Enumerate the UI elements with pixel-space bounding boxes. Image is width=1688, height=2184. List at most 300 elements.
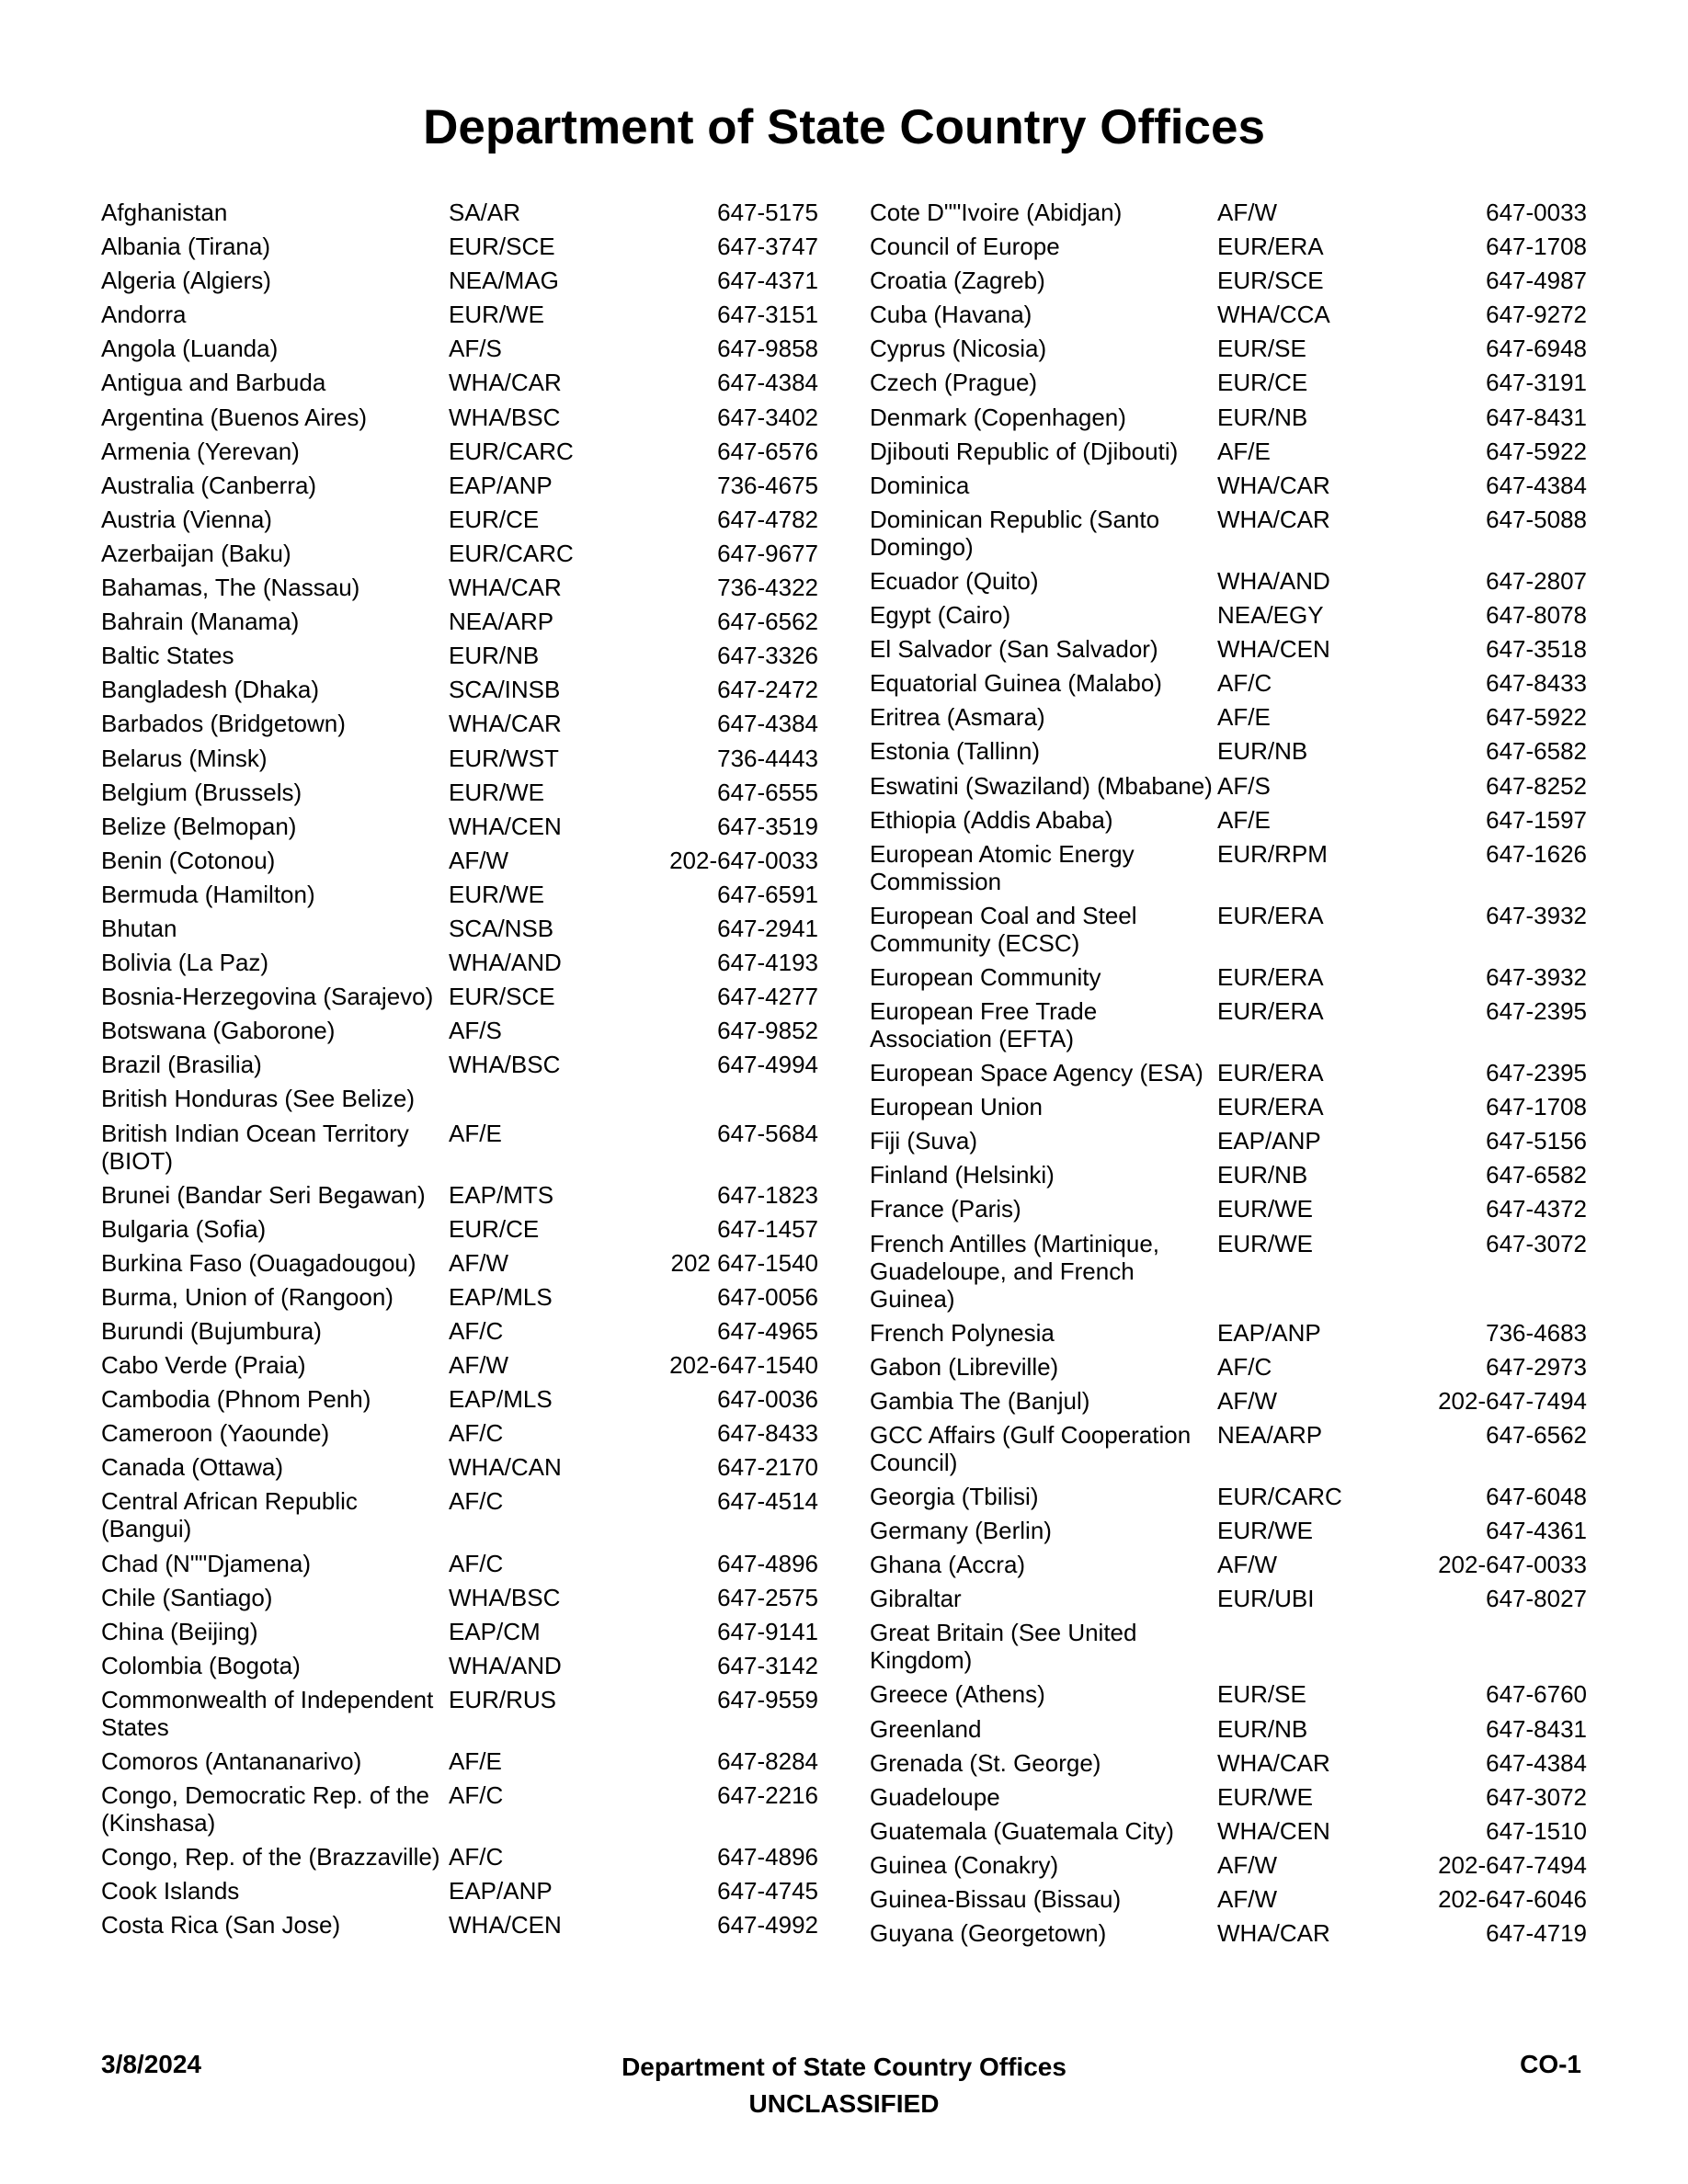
- country-office: AF/C: [449, 1317, 504, 1345]
- country-name: Guinea (Conakry): [870, 1850, 1059, 1879]
- country-name: Estonia (Tallinn): [870, 737, 1040, 766]
- country-name: European Free Trade Association (EFTA): [870, 996, 1098, 1052]
- country-office: WHA/CAR: [1217, 1919, 1330, 1948]
- country-office: AF/W: [1217, 199, 1277, 226]
- country-phone: 202-647-7494: [1438, 1850, 1587, 1879]
- country-office: EUR/RPM: [1217, 839, 1328, 868]
- office-row: [870, 997, 1587, 1052]
- country-name: Afghanistan: [101, 199, 228, 226]
- country-name: Cook Islands: [101, 1877, 240, 1905]
- country-name: Bermuda (Hamilton): [101, 880, 315, 908]
- office-row: [101, 1181, 818, 1209]
- country-office: WHA/CAR: [1217, 1748, 1330, 1777]
- country-name: Australia (Canberra): [101, 471, 317, 499]
- office-row: [101, 1618, 818, 1645]
- country-name: Congo, Democratic Rep. of the (Kinshasa): [101, 1781, 429, 1837]
- office-row: [101, 1215, 818, 1243]
- country-office: EUR/WE: [1217, 1195, 1313, 1223]
- country-office: EUR/CE: [1217, 369, 1308, 397]
- office-row: [101, 1385, 818, 1413]
- country-name: Bahamas, The (Nassau): [101, 574, 360, 602]
- country-phone: 647-5175: [717, 199, 818, 226]
- country-name: Gabon (Libreville): [870, 1352, 1059, 1381]
- country-name: Brunei (Bandar Seri Begawan): [101, 1180, 426, 1209]
- country-phone: 647-3932: [1486, 962, 1587, 991]
- office-row: [101, 472, 818, 499]
- office-row: [101, 710, 818, 737]
- country-name: Azerbaijan (Baku): [101, 539, 291, 567]
- country-phone: 647-3747: [717, 233, 818, 261]
- country-phone: 647-1708: [1486, 1093, 1587, 1121]
- country-name: Bolivia (La Paz): [101, 949, 269, 977]
- office-row: [101, 506, 818, 533]
- country-phone: 647-3326: [717, 642, 818, 670]
- country-phone: 647-4384: [717, 369, 818, 397]
- country-office: EUR/ERA: [1217, 233, 1324, 261]
- office-row: [101, 574, 818, 601]
- office-row: [870, 267, 1587, 294]
- country-phone: 736-4683: [1486, 1318, 1587, 1347]
- country-name: Egypt (Cairo): [870, 601, 1011, 630]
- country-phone: 647-2395: [1486, 1059, 1587, 1087]
- office-row: [101, 1747, 818, 1775]
- country-phone: 647-8433: [1486, 669, 1587, 698]
- country-name: Greenland: [870, 1714, 982, 1743]
- office-row: [870, 199, 1587, 226]
- country-name: European Community: [870, 962, 1101, 991]
- office-row: [101, 1686, 818, 1741]
- country-name: Central African Republic (Bangui): [101, 1487, 358, 1543]
- country-name: European Atomic Energy Commission: [870, 839, 1135, 895]
- office-row: [101, 1550, 818, 1577]
- country-name: Andorra: [101, 301, 187, 329]
- country-phone: 647-6760: [1486, 1680, 1587, 1709]
- country-name: Ethiopia (Addis Ababa): [870, 805, 1113, 834]
- office-row: [870, 1195, 1587, 1223]
- office-row: [870, 1585, 1587, 1612]
- country-office: AF/W: [449, 1248, 508, 1277]
- country-phone: 647-8078: [1486, 601, 1587, 630]
- office-row: [101, 267, 818, 294]
- country-name: Grenada (St. George): [870, 1748, 1101, 1777]
- country-name: European Coal and Steel Community (ECSC): [870, 901, 1137, 957]
- country-name: European Union: [870, 1093, 1043, 1121]
- country-office: WHA/CAR: [449, 369, 562, 397]
- office-row: [870, 301, 1587, 328]
- office-row: [870, 1059, 1587, 1086]
- country-office: EAP/MLS: [449, 1282, 553, 1311]
- office-row: [870, 1851, 1587, 1879]
- country-name: Georgia (Tbilisi): [870, 1483, 1039, 1510]
- country-name: Belarus (Minsk): [101, 744, 268, 772]
- country-office: EUR/ERA: [1217, 901, 1324, 929]
- country-name: Greece (Athens): [870, 1680, 1045, 1709]
- office-row: [101, 881, 818, 908]
- office-row: [870, 1919, 1587, 1947]
- country-name: Belize (Belmopan): [101, 812, 297, 840]
- office-row: [870, 1749, 1587, 1777]
- office-row: [870, 1353, 1587, 1381]
- country-name: Cuba (Havana): [870, 301, 1032, 329]
- country-office: EAP/CM: [449, 1617, 541, 1645]
- country-phone: 647-2973: [1486, 1352, 1587, 1381]
- country-office: EUR/SE: [1217, 335, 1306, 363]
- footer-title: Department of State Country Offices: [622, 2053, 1066, 2081]
- country-office: AF/C: [449, 1487, 504, 1516]
- country-name: Dominican Republic (Santo Domingo): [870, 505, 1160, 561]
- country-name: Great Britain (See United Kingdom): [870, 1619, 1137, 1675]
- country-phone: 647-4994: [717, 1051, 818, 1079]
- country-office: EUR/SCE: [449, 233, 555, 261]
- country-office: EAP/ANP: [1217, 1127, 1321, 1155]
- office-row: [101, 540, 818, 567]
- country-phone: [1410, 1619, 1587, 1674]
- country-phone: 647-4987: [1486, 267, 1587, 295]
- country-phone: 647-8284: [717, 1747, 818, 1776]
- country-name: Djibouti Republic of (Djibouti): [870, 437, 1179, 465]
- office-row: [101, 745, 818, 772]
- office-row: [870, 669, 1587, 697]
- office-row: [870, 1517, 1587, 1544]
- country-office: AF/E: [449, 1119, 502, 1147]
- country-office: EAP/MTS: [449, 1180, 554, 1209]
- country-office: WHA/CAR: [449, 710, 562, 738]
- office-row: [101, 1652, 818, 1679]
- country-phone: 647-1597: [1486, 805, 1587, 834]
- country-office: EUR/ERA: [1217, 1059, 1324, 1087]
- office-row: [870, 601, 1587, 629]
- country-office: EUR/ERA: [1217, 996, 1324, 1025]
- country-office: AF/S: [449, 335, 502, 363]
- country-name: Costa Rica (San Jose): [101, 1911, 341, 1939]
- country-phone: 647-5922: [1486, 437, 1587, 465]
- office-row: [101, 1017, 818, 1044]
- country-phone: 647-6562: [717, 608, 818, 636]
- country-phone: 647-4745: [717, 1877, 818, 1905]
- country-office: EUR/CE: [449, 1214, 540, 1243]
- country-phone: 736-4443: [717, 744, 818, 772]
- country-name: Burkina Faso (Ouagadougou): [101, 1248, 416, 1277]
- country-phone: 647-5684: [717, 1119, 818, 1147]
- office-row: [870, 1715, 1587, 1743]
- country-phone: 647-4384: [1486, 471, 1587, 499]
- country-name: Ghana (Accra): [870, 1551, 1026, 1579]
- country-phone: [642, 1085, 818, 1112]
- office-row: [870, 1127, 1587, 1155]
- country-office: EUR/NB: [449, 642, 540, 670]
- country-phone: 647-3072: [1486, 1782, 1587, 1811]
- office-row: [101, 642, 818, 669]
- office-row: [870, 1817, 1587, 1845]
- country-phone: 647-2216: [717, 1781, 818, 1810]
- country-office: EUR/NB: [1217, 1714, 1308, 1743]
- country-office: EAP/ANP: [449, 471, 553, 499]
- office-row: [870, 369, 1587, 396]
- country-phone: 647-5088: [1486, 505, 1587, 533]
- country-phone: 202 647-1540: [670, 1248, 818, 1277]
- country-office: AF/S: [449, 1017, 502, 1045]
- office-row: [101, 1419, 818, 1447]
- country-office: EUR/RUS: [449, 1685, 557, 1713]
- office-row: [870, 404, 1587, 431]
- office-row: [870, 1161, 1587, 1189]
- office-row: [101, 369, 818, 396]
- country-name: Angola (Luanda): [101, 335, 279, 363]
- country-phone: 647-2807: [1486, 566, 1587, 595]
- country-phone: 647-2941: [717, 914, 818, 942]
- country-name: Cabo Verde (Praia): [101, 1351, 306, 1380]
- country-name: Fiji (Suva): [870, 1127, 978, 1155]
- country-office: AF/W: [1217, 1386, 1277, 1415]
- office-row: [101, 1781, 818, 1837]
- country-name: Cote D""Ivoire (Abidjan): [870, 199, 1123, 226]
- country-phone: 647-4719: [1486, 1919, 1587, 1948]
- office-row: [101, 199, 818, 226]
- country-name: China (Beijing): [101, 1617, 258, 1645]
- office-row: [101, 404, 818, 431]
- country-office: WHA/CEN: [1217, 1816, 1330, 1845]
- country-phone: 647-6582: [1486, 737, 1587, 766]
- country-phone: 647-0033: [1486, 199, 1587, 226]
- country-name: Guinea-Bissau (Bissau): [870, 1885, 1122, 1914]
- country-name: Argentina (Buenos Aires): [101, 403, 368, 431]
- footer-center: [0, 2049, 1688, 2122]
- country-phone: 647-4896: [717, 1549, 818, 1577]
- country-office: EUR/WST: [449, 744, 559, 772]
- country-name: Austria (Vienna): [101, 505, 272, 533]
- country-name: British Indian Ocean Territory (BIOT): [101, 1119, 409, 1175]
- country-office: EUR/NB: [1217, 403, 1308, 431]
- country-office: AF/W: [449, 846, 508, 874]
- page-title: Department of State Country Offices: [423, 100, 1265, 154]
- country-office: EUR/ERA: [1217, 962, 1324, 991]
- country-phone: 202-647-6046: [1438, 1885, 1587, 1914]
- country-office: WHA/CEN: [449, 1911, 562, 1939]
- country-office: EUR/WE: [1217, 1517, 1313, 1545]
- country-phone: 647-5922: [1486, 703, 1587, 732]
- office-row: [101, 1249, 818, 1277]
- country-phone: 647-3519: [717, 812, 818, 840]
- office-row: [870, 1093, 1587, 1120]
- country-phone: 647-6555: [717, 778, 818, 806]
- country-phone: 202-647-7494: [1438, 1386, 1587, 1415]
- country-office: [1217, 1619, 1410, 1674]
- office-row: [101, 983, 818, 1010]
- country-office: EUR/CE: [449, 505, 540, 533]
- country-phone: 647-1457: [717, 1214, 818, 1243]
- footer-date: 3/8/2024: [101, 2050, 201, 2078]
- country-office: EUR/WE: [449, 880, 544, 908]
- country-phone: 202-647-1540: [669, 1351, 818, 1380]
- country-phone: 647-8431: [1486, 1714, 1587, 1743]
- country-office: WHA/AND: [449, 1651, 562, 1679]
- office-row: [101, 813, 818, 840]
- country-name: Algeria (Algiers): [101, 267, 271, 295]
- country-name: Canada (Ottawa): [101, 1453, 283, 1482]
- country-office: EUR/SCE: [1217, 267, 1324, 295]
- office-row: [101, 233, 818, 260]
- country-name: Gambia The (Banjul): [870, 1386, 1090, 1415]
- country-phone: 647-6582: [1486, 1161, 1587, 1189]
- country-name: Guadeloupe: [870, 1782, 1000, 1811]
- country-name: French Polynesia: [870, 1318, 1055, 1347]
- country-name: GCC Affairs (Gulf Cooperation Council): [870, 1420, 1192, 1476]
- country-phone: 647-9559: [717, 1685, 818, 1713]
- office-row: [870, 1483, 1587, 1510]
- country-office: EAP/MLS: [449, 1385, 553, 1414]
- country-phone: 647-6576: [717, 437, 818, 465]
- country-phone: 647-9852: [717, 1017, 818, 1045]
- country-name: British Honduras (See Belize): [101, 1085, 416, 1113]
- country-office: EUR/ERA: [1217, 1093, 1324, 1121]
- country-name: Bulgaria (Sofia): [101, 1214, 267, 1243]
- country-phone: 647-8433: [717, 1419, 818, 1448]
- country-office: EAP/ANP: [449, 1877, 553, 1905]
- country-phone: 647-1708: [1486, 233, 1587, 261]
- country-office: WHA/CAR: [449, 574, 562, 602]
- country-phone: 647-4896: [717, 1843, 818, 1871]
- office-row: [101, 847, 818, 874]
- office-row: [101, 1351, 818, 1379]
- country-office: EUR/UBI: [1217, 1585, 1315, 1613]
- country-phone: 647-1510: [1486, 1816, 1587, 1845]
- country-name: Bhutan: [101, 914, 177, 942]
- country-phone: 647-4965: [717, 1317, 818, 1345]
- country-office: SA/AR: [449, 199, 521, 226]
- country-phone: 647-4384: [1486, 1748, 1587, 1777]
- country-phone: 647-4277: [717, 983, 818, 1011]
- office-row: [870, 335, 1587, 362]
- country-phone: 647-9677: [717, 539, 818, 567]
- country-name: France (Paris): [870, 1195, 1021, 1223]
- country-office: AF/C: [1217, 1352, 1272, 1381]
- country-office: WHA/BSC: [449, 403, 561, 431]
- country-phone: 647-0056: [717, 1282, 818, 1311]
- country-office: WHA/CCA: [1217, 301, 1330, 329]
- country-name: Croatia (Zagreb): [870, 267, 1045, 295]
- country-office: AF/C: [449, 1419, 504, 1448]
- country-office: WHA/CAR: [1217, 471, 1330, 499]
- office-row: [101, 1120, 818, 1175]
- office-row: [101, 608, 818, 635]
- country-office: EUR/CARC: [1217, 1483, 1342, 1510]
- country-name: Germany (Berlin): [870, 1517, 1052, 1545]
- country-name: Dominica: [870, 471, 970, 499]
- country-phone: 647-6948: [1486, 335, 1587, 363]
- country-name: Guyana (Georgetown): [870, 1919, 1107, 1948]
- country-phone: 647-6048: [1486, 1483, 1587, 1510]
- office-row: [870, 1387, 1587, 1415]
- country-office: NEA/EGY: [1217, 601, 1324, 630]
- country-phone: 647-4193: [717, 949, 818, 977]
- country-name: Commonwealth of Independent States: [101, 1685, 434, 1741]
- country-office: AF/E: [449, 1747, 502, 1776]
- office-row: [870, 1551, 1587, 1578]
- country-phone: 647-4361: [1486, 1517, 1587, 1545]
- office-row: [870, 1680, 1587, 1708]
- country-phone: 647-8252: [1486, 771, 1587, 800]
- country-phone: 202-647-0033: [669, 846, 818, 874]
- country-phone: 647-6562: [1486, 1420, 1587, 1449]
- country-phone: 647-4384: [717, 710, 818, 738]
- country-office: AF/E: [1217, 437, 1271, 465]
- footer-page-number: CO-1: [1520, 2050, 1581, 2078]
- office-row: [101, 676, 818, 703]
- country-office: EUR/SCE: [449, 983, 555, 1011]
- country-office: EUR/WE: [1217, 1782, 1313, 1811]
- country-office: EAP/ANP: [1217, 1318, 1321, 1347]
- country-name: Guatemala (Guatemala City): [870, 1816, 1174, 1845]
- office-row: [870, 703, 1587, 731]
- country-name: Bosnia-Herzegovina (Sarajevo): [101, 983, 434, 1011]
- office-row: [870, 1619, 1587, 1674]
- office-row: [870, 806, 1587, 834]
- country-name: Benin (Cotonou): [101, 846, 276, 874]
- office-row: [870, 1783, 1587, 1811]
- country-name: Chile (Santiago): [101, 1583, 273, 1611]
- country-office: AF/W: [1217, 1850, 1277, 1879]
- country-office: WHA/CAR: [1217, 505, 1330, 533]
- country-phone: 736-4675: [717, 471, 818, 499]
- country-name: Armenia (Yerevan): [101, 437, 300, 465]
- country-office: WHA/BSC: [449, 1051, 561, 1079]
- country-name: Chad (N""Djamena): [101, 1549, 311, 1577]
- country-name: Comoros (Antananarivo): [101, 1747, 362, 1776]
- country-office: AF/W: [449, 1351, 508, 1380]
- country-phone: 647-2395: [1486, 996, 1587, 1025]
- country-phone: 647-3072: [1486, 1229, 1587, 1257]
- office-row: [870, 772, 1587, 800]
- country-name: Congo, Rep. of the (Brazzaville): [101, 1843, 440, 1871]
- country-office: AF/E: [1217, 703, 1271, 732]
- country-name: European Space Agency (ESA): [870, 1059, 1203, 1087]
- office-row: [870, 1421, 1587, 1476]
- office-row: [101, 1911, 818, 1939]
- country-name: Equatorial Guinea (Malabo): [870, 669, 1162, 698]
- country-name: Bangladesh (Dhaka): [101, 676, 320, 704]
- country-phone: 647-3191: [1486, 369, 1587, 397]
- office-row: [870, 567, 1587, 595]
- country-office: WHA/CEN: [1217, 635, 1330, 664]
- country-name: Burma, Union of (Rangoon): [101, 1282, 393, 1311]
- country-phone: 647-8431: [1486, 403, 1587, 431]
- country-phone: 647-3151: [717, 301, 818, 329]
- country-name: Baltic States: [101, 642, 234, 670]
- country-phone: 647-6591: [717, 880, 818, 908]
- country-office: EUR/WE: [449, 778, 544, 806]
- office-row: [870, 840, 1587, 895]
- country-phone: 647-9141: [717, 1617, 818, 1645]
- country-phone: 647-0036: [717, 1385, 818, 1414]
- country-name: Barbados (Bridgetown): [101, 710, 346, 738]
- office-row: [101, 1843, 818, 1871]
- country-name: Finland (Helsinki): [870, 1161, 1055, 1189]
- country-office: NEA/ARP: [449, 608, 554, 636]
- country-phone: 202-647-0033: [1438, 1551, 1587, 1579]
- country-office: AF/W: [1217, 1885, 1277, 1914]
- country-name: Colombia (Bogota): [101, 1651, 301, 1679]
- country-office: EUR/NB: [1217, 737, 1308, 766]
- country-name: Antigua and Barbuda: [101, 369, 326, 397]
- office-row: [101, 915, 818, 942]
- country-name: Cameroon (Yaounde): [101, 1419, 330, 1448]
- country-name: Botswana (Gaborone): [101, 1017, 336, 1045]
- country-office: AF/S: [1217, 771, 1271, 800]
- country-name: Bahrain (Manama): [101, 608, 300, 636]
- office-row: [101, 1487, 818, 1542]
- country-office: WHA/AND: [1217, 566, 1330, 595]
- country-phone: 647-4992: [717, 1911, 818, 1939]
